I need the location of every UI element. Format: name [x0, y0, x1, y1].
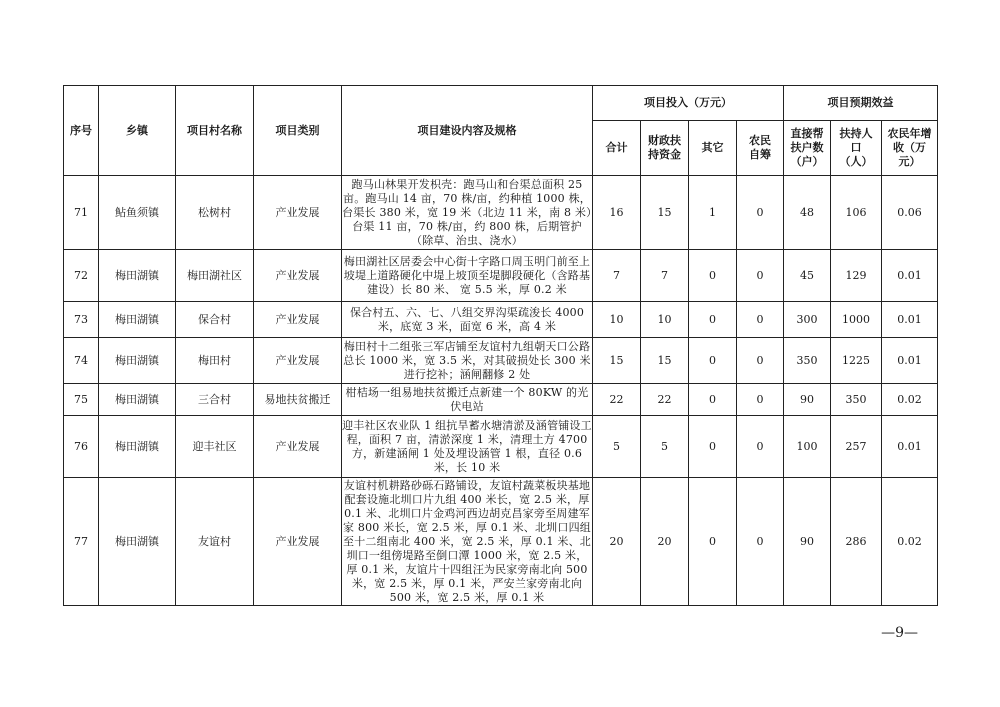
cell-self: 0 [737, 176, 784, 250]
cell-income: 0.01 [882, 250, 938, 302]
cell-self: 0 [737, 338, 784, 384]
cell-households: 300 [784, 302, 831, 338]
cell-households: 45 [784, 250, 831, 302]
cell-fiscal: 5 [641, 416, 689, 478]
cell-category: 产业发展 [254, 302, 342, 338]
header-investment-group: 项目投入（万元） [593, 86, 784, 121]
table-row [64, 416, 938, 478]
cell-other: 0 [689, 478, 737, 606]
cell-village: 三合村 [176, 384, 254, 416]
cell-other: 0 [689, 384, 737, 416]
cell-content: 迎丰社区农业队 1 组抗旱蓄水塘清淤及涵管铺设工程，面积 7 亩，清淤深度 1 米，清理土方 4700 方，新建涵闸 1 处及埋设涵管 1 根，直径 0.6 米，长 10 米 [342, 416, 593, 478]
cell-content: 友谊村机耕路砂砾石路铺设，友谊村蔬菜板块基地配套设施北圳口片九组 400 米长，宽 2.5 米，厚 0.1 米、北圳口片金鸡河西边胡克昌家旁至周建军家 800 米长，宽 2.5 米，厚 0.1 米、北圳口四组至十二组南北 400 米，宽 2.5 米，厚 0.1 米、北圳口一组傍堤路至倒口潭 1000 米，宽 2.5 米，厚 0.1 米，友谊片十四组汪为民家旁南北向 500 米，宽 2.5 米，厚 0.1 米，严安兰家旁南北向 500 米，宽 2.5 米，厚 0.1 米 [343, 478, 591, 604]
cell-households: 90 [784, 384, 831, 416]
cell-households: 48 [784, 176, 831, 250]
cell-total: 22 [593, 384, 641, 416]
cell-total: 10 [593, 302, 641, 338]
cell-fiscal: 7 [641, 250, 689, 302]
cell-town: 梅田湖镇 [99, 338, 176, 384]
header-total: 合计 [593, 121, 641, 176]
cell-category: 产业发展 [254, 176, 342, 250]
cell-households: 350 [784, 338, 831, 384]
cell-other: 0 [689, 302, 737, 338]
page-number: —9— [881, 625, 918, 641]
cell-seq: 71 [64, 176, 99, 250]
cell-fiscal: 22 [641, 384, 689, 416]
cell-total: 15 [593, 338, 641, 384]
cell-population: 1000 [831, 302, 882, 338]
cell-town: 梅田湖镇 [99, 384, 176, 416]
cell-population: 350 [831, 384, 882, 416]
cell-content: 保合村五、六、七、八组交界沟渠疏浚长 4000 米，底宽 3 米，面宽 6 米，高 4 米 [342, 302, 593, 338]
cell-other: 0 [689, 250, 737, 302]
cell-seq: 72 [64, 250, 99, 302]
cell-population: 129 [831, 250, 882, 302]
cell-category: 产业发展 [254, 416, 342, 478]
cell-total: 7 [593, 250, 641, 302]
cell-other: 0 [689, 416, 737, 478]
table-row [64, 478, 938, 606]
cell-seq: 73 [64, 302, 99, 338]
cell-income: 0.01 [882, 338, 938, 384]
cell-fiscal: 15 [641, 176, 689, 250]
cell-households: 100 [784, 416, 831, 478]
cell-town: 梅田湖镇 [99, 478, 176, 606]
cell-self: 0 [737, 478, 784, 606]
header-households: 直接帮扶户数（户） [784, 121, 831, 176]
cell-total: 20 [593, 478, 641, 606]
table-row [64, 250, 938, 302]
cell-income: 0.02 [882, 478, 938, 606]
cell-village: 梅田湖社区 [176, 250, 254, 302]
cell-fiscal: 20 [641, 478, 689, 606]
table-row [64, 302, 938, 338]
cell-seq: 74 [64, 338, 99, 384]
cell-other: 0 [689, 338, 737, 384]
header-other: 其它 [689, 121, 737, 176]
cell-town: 梅田湖镇 [99, 250, 176, 302]
cell-content: 梅田湖社区居委会中心街十字路口周玉明门前至上坡堤上道路硬化中堤上坡顶至堤脚段硬化（含路基建设）长 80 米、 宽 5.5 米，厚 0.2 米 [342, 250, 593, 302]
header-village: 项目村名称 [176, 86, 254, 176]
table-row [64, 338, 938, 384]
cell-total: 5 [593, 416, 641, 478]
cell-category: 产业发展 [254, 250, 342, 302]
cell-village: 梅田村 [176, 338, 254, 384]
header-income: 农民年增收（万元） [882, 121, 938, 176]
cell-town: 梅田湖镇 [99, 416, 176, 478]
project-table [63, 85, 938, 606]
cell-village: 友谊村 [176, 478, 254, 606]
cell-income: 0.01 [882, 416, 938, 478]
cell-seq: 77 [64, 478, 99, 606]
header-fiscal: 财政扶持资金 [641, 121, 689, 176]
cell-village: 松树村 [176, 176, 254, 250]
cell-category: 产业发展 [254, 338, 342, 384]
cell-population: 286 [831, 478, 882, 606]
table-row [64, 384, 938, 416]
cell-village: 保合村 [176, 302, 254, 338]
cell-income: 0.06 [882, 176, 938, 250]
cell-other: 1 [689, 176, 737, 250]
cell-self: 0 [737, 302, 784, 338]
cell-seq: 75 [64, 384, 99, 416]
header-self: 农民自筹 [737, 121, 784, 176]
cell-population: 1225 [831, 338, 882, 384]
header-population: 扶持人口（人） [831, 121, 882, 176]
table-row [64, 176, 938, 250]
cell-fiscal: 10 [641, 302, 689, 338]
cell-town: 鲇鱼须镇 [99, 176, 176, 250]
cell-self: 0 [737, 416, 784, 478]
cell-content: 跑马山林果开发枳壳：跑马山和台渠总面积 25 亩。跑马山 14 亩，70 株/亩，约种植 1000 株，台渠长 380 米，宽 19 米（北边 11 米，南 8 米）台渠 11 亩，70 株/亩，约 800 株，后期管护（除草、治虫、浇水） [342, 176, 593, 250]
cell-population: 257 [831, 416, 882, 478]
cell-seq: 76 [64, 416, 99, 478]
cell-content: 梅田村十二组张三军店铺至友谊村九组朝天口公路总长 1000 米，宽 3.5 米，对其破损处长 300 米进行挖补；涵闸翻修 2 处 [342, 338, 593, 384]
cell-total: 16 [593, 176, 641, 250]
cell-income: 0.02 [882, 384, 938, 416]
header-content: 项目建设内容及规格 [342, 86, 593, 176]
header-seq: 序号 [64, 86, 99, 176]
cell-population: 106 [831, 176, 882, 250]
cell-town: 梅田湖镇 [99, 302, 176, 338]
cell-income: 0.01 [882, 302, 938, 338]
cell-content: 柑桔场一组易地扶贫搬迁点新建一个 80KW 的光伏电站 [342, 384, 593, 416]
header-benefit-group: 项目预期效益 [784, 86, 938, 121]
cell-category: 易地扶贫搬迁 [254, 384, 342, 416]
cell-self: 0 [737, 384, 784, 416]
header-town: 乡镇 [99, 86, 176, 176]
cell-households: 90 [784, 478, 831, 606]
cell-village: 迎丰社区 [176, 416, 254, 478]
cell-fiscal: 15 [641, 338, 689, 384]
cell-category: 产业发展 [254, 478, 342, 606]
cell-self: 0 [737, 250, 784, 302]
header-category: 项目类别 [254, 86, 342, 176]
